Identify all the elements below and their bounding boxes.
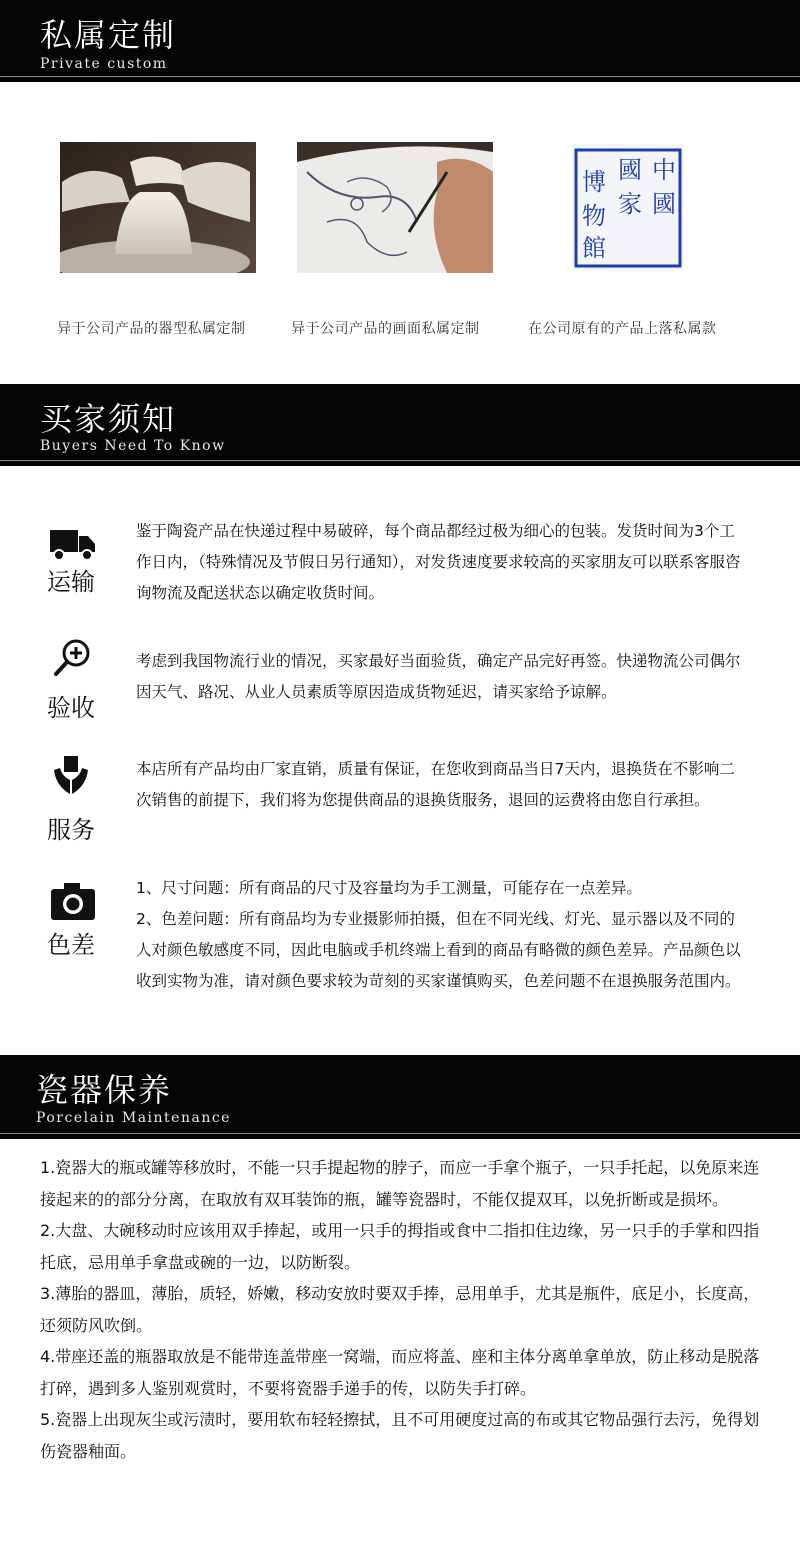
bowl-painting-photo — [297, 142, 493, 273]
divider — [0, 76, 800, 77]
notice-label: 运输 — [47, 568, 95, 596]
truck-icon — [50, 524, 96, 564]
divider — [0, 460, 800, 461]
notice-text: 鉴于陶瓷产品在快递过程中易破碎，每个商品都经过极为细心的包装。发货时间为3个工作日内，（特殊情况及节假日另行通知），对发货速度要求较高的买家朋友可以联系客服咨询物流及配送状态以确定收货时间。 — [136, 522, 741, 602]
private-custom-header — [0, 0, 800, 82]
seal-char: 中 — [652, 156, 676, 184]
section-title: 私属定制 — [40, 16, 177, 54]
section-title: 瓷器保养 — [36, 1071, 173, 1109]
notice-text: 2、色差问题：所有商品均为专业摄影师拍摄，但在不同光线、灯光、显示器以及不同的人对颜色敏感度不同，因此电脑或手机终端上看到的商品有略微的颜色差异。产品颜色以收到实物为准，请对颜色要求较为苛刻的买家谨慎购买，色差问题不在退换服务范围内。 — [136, 910, 741, 990]
notice-body — [136, 873, 746, 997]
maintenance-item: 1.瓷器大的瓶或罐等移放时，不能一只手提起物的脖子，而应一手拿个瓶子，一只手托起，以免原来连接起来的的部分分离，在取放有双耳装饰的瓶，罐等瓷器时，不能仅提双耳，以免折断或是损坏。 — [40, 1158, 760, 1209]
seal-char: 博 — [582, 168, 606, 196]
notice-label: 色差 — [47, 931, 95, 959]
notice-body — [136, 516, 746, 609]
notice-transport — [0, 516, 800, 616]
section-subtitle: Buyers Need To Know — [40, 438, 226, 454]
notice-text: 1、尺寸问题：所有商品的尺寸及容量均为手工测量，可能存在一点差异。 — [136, 879, 642, 897]
maintenance-item: 4.带座还盖的瓶器取放是不能带连盖带座一窝端，而应将盖、座和主体分离单拿单放，防止移动是脱落打碎，遇到多人鉴别观赏时，不要将瓷器手递手的传，以防失手打碎。 — [40, 1347, 760, 1398]
section-subtitle: Porcelain Maintenance — [36, 1110, 231, 1126]
section-title: 买家须知 — [40, 400, 177, 438]
hands-service-icon — [50, 756, 96, 796]
notice-label: 验收 — [47, 694, 95, 722]
caption-painting-custom: 异于公司产品的画面私属定制 — [291, 321, 480, 337]
maintenance-item: 3.薄胎的器皿，薄胎，质轻，娇嫩，移动安放时要双手捧，忌用单手，尤其是瓶件，底足小，长度高，还须防风吹倒。 — [40, 1284, 760, 1335]
buyers-notice-header — [0, 384, 800, 466]
section-subtitle: Private custom — [40, 56, 168, 72]
camera-icon — [50, 881, 96, 921]
maintenance-item: 5.瓷器上出现灰尘或污渍时，要用软布轻轻擦拭，且不可用硬度过高的布或其它物品强行去污，免得划伤瓷器釉面。 — [40, 1410, 760, 1461]
caption-mark-custom: 在公司原有的产品上落私属款 — [528, 321, 717, 337]
caption-form-custom: 异于公司产品的器型私属定制 — [57, 321, 246, 337]
divider — [0, 1133, 800, 1134]
seal-char: 物 — [582, 202, 606, 230]
notice-body — [136, 754, 746, 816]
maintenance-header — [0, 1055, 800, 1139]
notice-service — [0, 754, 800, 854]
maintenance-list — [40, 1152, 760, 1467]
seal-char: 館 — [582, 234, 606, 262]
notice-label: 服务 — [47, 816, 95, 844]
maintenance-item: 2.大盘、大碗移动时应该用双手捧起，或用一只手的拇指或食中二指扣住边缘，另一只手的手掌和四指托底，忌用单手拿盘或碗的一边，以防断裂。 — [40, 1221, 760, 1272]
seal-char: 家 — [618, 190, 642, 218]
notice-color-difference — [0, 873, 800, 1033]
seal-char: 國 — [652, 190, 676, 218]
notice-body — [136, 646, 746, 708]
blue-seal-mark-photo — [540, 142, 736, 273]
pottery-wheel-shaping-photo — [60, 142, 256, 273]
notice-text: 本店所有产品均由厂家直销，质量有保证，在您收到商品当日7天内，退换货在不影响二次销售的前提下，我们将为您提供商品的退换货服务，退回的运费将由您自行承担。 — [136, 760, 735, 809]
magnifier-plus-icon — [50, 638, 96, 678]
notice-inspection — [0, 644, 800, 724]
notice-text: 考虑到我国物流行业的情况，买家最好当面验货，确定产品完好再签。快递物流公司偶尔因天气、路况、从业人员素质等原因造成货物延迟，请买家给予谅解。 — [136, 652, 741, 701]
seal-char: 國 — [618, 156, 642, 184]
